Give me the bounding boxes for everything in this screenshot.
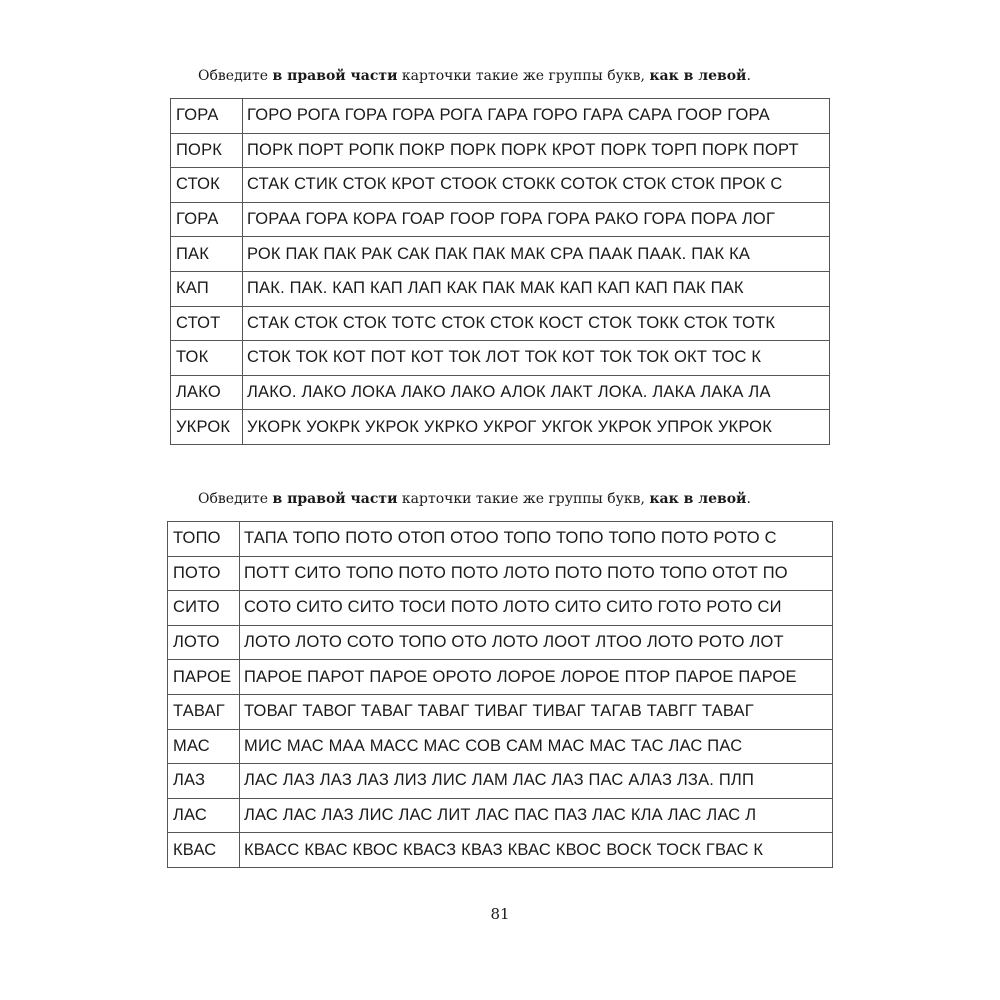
- key-word-cell: УКРОК: [171, 410, 243, 445]
- key-word-cell: СИТО: [168, 591, 240, 626]
- key-word-cell: ЛАС: [168, 798, 240, 833]
- key-word-cell: КВАС: [168, 833, 240, 868]
- key-word-cell: СТОТ: [171, 306, 243, 341]
- table-row: [171, 306, 830, 341]
- key-word-cell: ТОК: [171, 341, 243, 376]
- letter-groups-cell[interactable]: ПАК. ПАК. КАП КАП ЛАП КАК ПАК МАК КАП КАП КАП ПАК ПАК: [243, 271, 830, 306]
- table-row: [168, 729, 833, 764]
- letter-groups-cell[interactable]: ГОРО РОГА ГОРА ГОРА РОГА ГАРА ГОРО ГАРА САРА ГООР ГОРА: [243, 99, 830, 134]
- key-word-cell: ТАВАГ: [168, 694, 240, 729]
- key-word-cell: ПАРОЕ: [168, 660, 240, 695]
- instruction-bold: в правой части: [272, 491, 398, 507]
- table-row: [168, 522, 833, 557]
- letter-groups-cell[interactable]: ПАРОЕ ПАРОТ ПАРОЕ ОРОТО ЛОРОЕ ЛОРОЕ ПТОР ПАРОЕ ПАРОЕ: [240, 660, 833, 695]
- table-row: [168, 556, 833, 591]
- letter-card-2: [167, 521, 833, 868]
- key-word-cell: ТОПО: [168, 522, 240, 557]
- table-row: [171, 133, 830, 168]
- key-word-cell: СТОК: [171, 168, 243, 203]
- table-row: [168, 764, 833, 799]
- instruction-1: [198, 68, 751, 84]
- table-row: [171, 271, 830, 306]
- table-row: [171, 202, 830, 237]
- table-row: [171, 410, 830, 445]
- key-word-cell: МАС: [168, 729, 240, 764]
- letter-groups-cell[interactable]: ТАПА ТОПО ПОТО ОТОП ОТОО ТОПО ТОПО ТОПО ПОТО РОТО С: [240, 522, 833, 557]
- key-word-cell: ПОРК: [171, 133, 243, 168]
- letter-groups-cell[interactable]: ПОТТ СИТО ТОПО ПОТО ПОТО ЛОТО ПОТО ПОТО ТОПО ОТОТ ПО: [240, 556, 833, 591]
- table-row: [171, 168, 830, 203]
- key-word-cell: ПОТО: [168, 556, 240, 591]
- key-word-cell: ЛАКО: [171, 375, 243, 410]
- instruction-text: Обведите: [198, 491, 273, 507]
- instruction-bold: как в левой: [649, 491, 747, 507]
- table-row: [168, 694, 833, 729]
- letter-groups-cell[interactable]: УКОРК УОКРК УКРОК УКРКО УКРОГ УКГОК УКРОК УПРОК УКРОК: [243, 410, 830, 445]
- key-word-cell: ЛАЗ: [168, 764, 240, 799]
- letter-groups-cell[interactable]: СТАК СТОК СТОК ТОТС СТОК СТОК КОСТ СТОК ТОКК СТОК ТОТК: [243, 306, 830, 341]
- letter-groups-cell[interactable]: ТОВАГ ТАВОГ ТАВАГ ТАВАГ ТИВАГ ТИВАГ ТАГАВ ТАВГГ ТАВАГ: [240, 694, 833, 729]
- table-row: [171, 99, 830, 134]
- key-word-cell: ГОРА: [171, 202, 243, 237]
- key-word-cell: ЛОТО: [168, 625, 240, 660]
- instruction-text: карточки такие же группы букв,: [397, 68, 650, 84]
- table-row: [171, 375, 830, 410]
- letter-card-1: [170, 98, 830, 445]
- letter-groups-cell[interactable]: СТАК СТИК СТОК КРОТ СТООК СТОКК СОТОК СТОК СТОК ПРОК С: [243, 168, 830, 203]
- table-row: [168, 833, 833, 868]
- letter-groups-cell[interactable]: ЛОТО ЛОТО СОТО ТОПО ОТО ЛОТО ЛООТ ЛТОО ЛОТО РОТО ЛОТ: [240, 625, 833, 660]
- table-row: [168, 660, 833, 695]
- instruction-bold: как в левой: [649, 68, 747, 84]
- table-row: [168, 798, 833, 833]
- key-word-cell: ПАК: [171, 237, 243, 272]
- letter-groups-cell[interactable]: МИС МАС МАА МАСС МАС СОВ САМ МАС МАС ТАС ЛАС ПАС: [240, 729, 833, 764]
- instruction-text: карточки такие же группы букв,: [397, 491, 650, 507]
- letter-groups-cell[interactable]: ГОРАА ГОРА КОРА ГОАР ГООР ГОРА ГОРА РАКО ГОРА ПОРА ЛОГ: [243, 202, 830, 237]
- letter-groups-cell[interactable]: СТОК ТОК КОТ ПОТ КОТ ТОК ЛОТ ТОК КОТ ТОК ТОК ОКТ ТОС К: [243, 341, 830, 376]
- page-number: 81: [490, 905, 510, 923]
- letter-groups-cell[interactable]: СОТО СИТО СИТО ТОСИ ПОТО ЛОТО СИТО СИТО ГОТО РОТО СИ: [240, 591, 833, 626]
- letter-groups-cell[interactable]: ЛАС ЛАЗ ЛАЗ ЛАЗ ЛИЗ ЛИС ЛАМ ЛАС ЛАЗ ПАС АЛАЗ ЛЗА. ПЛП: [240, 764, 833, 799]
- key-word-cell: ГОРА: [171, 99, 243, 134]
- letter-groups-cell[interactable]: РОК ПАК ПАК РАК САК ПАК ПАК МАК СРА ПААК ПААК. ПАК КА: [243, 237, 830, 272]
- instruction-text: .: [746, 68, 751, 84]
- key-word-cell: КАП: [171, 271, 243, 306]
- letter-groups-cell[interactable]: ПОРК ПОРТ РОПК ПОКР ПОРК ПОРК КРОТ ПОРК ТОРП ПОРК ПОРТ: [243, 133, 830, 168]
- instruction-bold: в правой части: [272, 68, 398, 84]
- table-row: [171, 237, 830, 272]
- letter-groups-cell[interactable]: ЛАС ЛАС ЛАЗ ЛИС ЛАС ЛИТ ЛАС ПАС ПАЗ ЛАС КЛА ЛАС ЛАС Л: [240, 798, 833, 833]
- letter-groups-cell[interactable]: КВАСС КВАС КВОС КВАСЗ КВАЗ КВАС КВОС ВОСК ТОСК ГВАС К: [240, 833, 833, 868]
- instruction-2: [198, 491, 751, 507]
- instruction-text: .: [746, 491, 751, 507]
- table-row: [171, 341, 830, 376]
- table-row: [168, 625, 833, 660]
- instruction-text: Обведите: [198, 68, 273, 84]
- table-row: [168, 591, 833, 626]
- letter-groups-cell[interactable]: ЛАКО. ЛАКО ЛОКА ЛАКО ЛАКО АЛОК ЛАКТ ЛОКА. ЛАКА ЛАКА ЛА: [243, 375, 830, 410]
